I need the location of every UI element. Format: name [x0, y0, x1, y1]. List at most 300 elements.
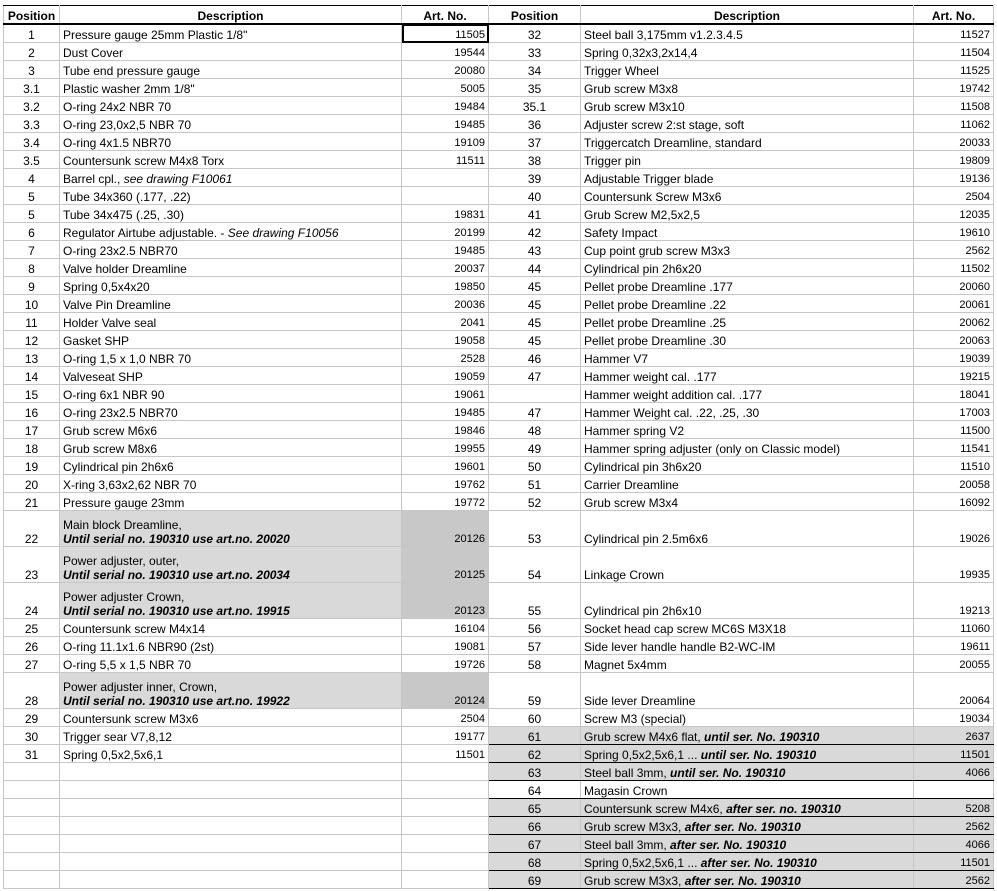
right-art-no-cell[interactable]	[914, 169, 994, 187]
left-art-no-cell[interactable]	[402, 61, 489, 79]
left-position-cell[interactable]	[4, 367, 60, 385]
right-art-no-cell[interactable]	[914, 619, 994, 637]
right-art-no-cell[interactable]	[914, 835, 994, 853]
left-description-cell[interactable]	[60, 133, 402, 151]
description-text: Countersunk screw M3x6	[63, 712, 199, 726]
left-description-cell[interactable]	[60, 655, 402, 673]
left-art-no-cell[interactable]	[402, 313, 489, 331]
right-description-cell[interactable]	[581, 259, 914, 277]
left-art-no-cell[interactable]	[402, 133, 489, 151]
right-art-no-cell[interactable]	[914, 781, 994, 799]
left-position-cell-text: 9	[28, 280, 35, 294]
right-description-cell[interactable]	[581, 241, 914, 259]
right-description-cell[interactable]	[581, 421, 914, 439]
table-row	[4, 241, 994, 259]
right-art-no-cell-text: 19935	[959, 569, 990, 581]
left-position-cell[interactable]	[4, 637, 60, 655]
description-text: Spring 0,5x2,5x6,1 ...	[584, 748, 701, 762]
header-position-right[interactable]: Position	[489, 6, 581, 25]
right-art-no-cell-text: 11501	[960, 857, 990, 869]
right-art-no-cell[interactable]	[914, 331, 994, 349]
left-position-cell[interactable]	[4, 259, 60, 277]
right-description-cell[interactable]	[581, 385, 914, 403]
right-art-no-cell-text: 19742	[959, 83, 990, 95]
left-position-cell[interactable]	[4, 403, 60, 421]
left-art-no-cell[interactable]	[402, 421, 489, 439]
right-art-no-cell[interactable]	[914, 421, 994, 439]
left-position-cell[interactable]	[4, 205, 60, 223]
right-position-cell[interactable]	[489, 709, 581, 727]
left-art-no-cell[interactable]	[402, 295, 489, 313]
left-art-no-cell[interactable]	[402, 331, 489, 349]
description-text: Safety Impact	[584, 226, 658, 240]
right-art-no-cell[interactable]	[914, 853, 994, 871]
left-description-cell[interactable]	[60, 745, 402, 763]
right-art-no-cell[interactable]	[914, 24, 994, 43]
right-art-no-cell[interactable]	[914, 115, 994, 133]
right-position-cell[interactable]	[489, 457, 581, 475]
table-row	[4, 763, 994, 781]
left-description-cell[interactable]	[60, 493, 402, 511]
right-description-cell[interactable]	[581, 727, 914, 745]
right-art-no-cell-text: 20060	[959, 281, 990, 293]
right-art-no-cell[interactable]	[914, 277, 994, 295]
left-art-no-cell[interactable]	[402, 169, 489, 187]
left-position-cell[interactable]	[4, 457, 60, 475]
right-art-no-cell[interactable]	[914, 295, 994, 313]
left-art-no-cell[interactable]	[402, 24, 489, 43]
right-description-cell[interactable]	[581, 709, 914, 727]
right-position-cell[interactable]	[489, 637, 581, 655]
right-art-no-cell[interactable]	[914, 871, 994, 889]
right-art-no-cell[interactable]	[914, 817, 994, 835]
right-description-cell[interactable]	[581, 475, 914, 493]
right-description-cell[interactable]	[581, 349, 914, 367]
left-art-no-cell[interactable]	[402, 673, 489, 709]
right-art-no-cell[interactable]	[914, 133, 994, 151]
right-art-no-cell[interactable]	[914, 637, 994, 655]
right-description-cell[interactable]	[581, 763, 914, 781]
right-position-cell-text: 48	[527, 424, 542, 438]
left-art-no-cell[interactable]	[402, 43, 489, 61]
right-art-no-cell[interactable]	[914, 511, 994, 547]
right-description-cell[interactable]	[581, 457, 914, 475]
description-text: Countersunk screw M4x14	[63, 622, 206, 636]
right-position-cell[interactable]	[489, 835, 581, 853]
right-art-no-cell[interactable]	[914, 403, 994, 421]
right-description-cell[interactable]	[581, 313, 914, 331]
right-art-no-cell[interactable]	[914, 205, 994, 223]
left-position-cell[interactable]	[4, 583, 60, 619]
table-row	[4, 223, 994, 241]
left-art-no-cell[interactable]	[402, 385, 489, 403]
right-description-cell[interactable]	[581, 583, 914, 619]
right-description-cell[interactable]	[581, 61, 914, 79]
right-art-no-cell-text: 20055	[959, 659, 990, 671]
left-position-cell[interactable]	[4, 313, 60, 331]
header-position-left[interactable]: Position	[4, 6, 60, 25]
right-position-cell[interactable]	[489, 43, 581, 61]
right-position-cell[interactable]	[489, 115, 581, 133]
right-art-no-cell-text: 20061	[959, 299, 990, 311]
right-position-cell[interactable]	[489, 313, 581, 331]
left-description-cell[interactable]	[60, 709, 402, 727]
right-description-cell[interactable]	[581, 853, 914, 871]
right-art-no-cell[interactable]	[914, 439, 994, 457]
left-description-cell[interactable]	[60, 547, 402, 583]
left-position-cell[interactable]	[4, 331, 60, 349]
right-art-no-cell-text: 2562	[965, 875, 990, 887]
left-art-no-cell-text: 19955	[454, 443, 485, 455]
left-description-cell[interactable]	[60, 637, 402, 655]
table-row	[4, 115, 994, 133]
right-art-no-cell[interactable]	[914, 583, 994, 619]
right-position-cell[interactable]	[489, 295, 581, 313]
right-position-cell[interactable]	[489, 61, 581, 79]
left-description-cell[interactable]	[60, 259, 402, 277]
table-row	[4, 583, 994, 619]
description-text: Pellet probe Dreamline .22	[584, 298, 727, 312]
right-art-no-cell-text: 20063	[959, 335, 990, 347]
right-position-cell[interactable]	[489, 169, 581, 187]
left-art-no-cell[interactable]	[402, 457, 489, 475]
right-art-no-cell[interactable]	[914, 457, 994, 475]
right-art-no-cell[interactable]	[914, 187, 994, 205]
left-art-no-cell[interactable]	[402, 655, 489, 673]
right-position-cell[interactable]	[489, 187, 581, 205]
left-art-no-cell[interactable]	[402, 583, 489, 619]
left-position-cell[interactable]	[4, 223, 60, 241]
header-description-left[interactable]: Description	[60, 6, 402, 25]
right-position-cell[interactable]	[489, 241, 581, 259]
drawing-reference-text: see drawing F10061	[123, 172, 233, 186]
right-art-no-cell[interactable]	[914, 475, 994, 493]
left-art-no-cell-text: 5005	[460, 83, 485, 95]
right-position-cell-text: 57	[527, 640, 542, 654]
right-position-cell[interactable]	[489, 763, 581, 781]
right-position-cell[interactable]	[489, 493, 581, 511]
left-description-cell[interactable]	[60, 205, 402, 223]
left-position-cell-text: 22	[24, 532, 39, 546]
right-description-cell[interactable]	[581, 637, 914, 655]
left-position-cell[interactable]	[4, 385, 60, 403]
right-position-cell[interactable]	[489, 817, 581, 835]
right-art-no-cell[interactable]	[914, 61, 994, 79]
right-position-cell[interactable]	[489, 367, 581, 385]
right-position-cell[interactable]	[489, 547, 581, 583]
description-text: Cup point grub screw M3x3	[584, 244, 731, 258]
right-art-no-cell-text: 19034	[959, 713, 990, 725]
right-position-cell[interactable]	[489, 583, 581, 619]
right-description-cell[interactable]	[581, 835, 914, 853]
left-art-no-cell[interactable]	[402, 223, 489, 241]
left-position-cell[interactable]	[4, 169, 60, 187]
right-position-cell[interactable]	[489, 853, 581, 871]
left-position-cell[interactable]	[4, 115, 60, 133]
right-art-no-cell[interactable]	[914, 673, 994, 709]
right-position-cell[interactable]	[489, 277, 581, 295]
table-row	[4, 313, 994, 331]
left-position-cell[interactable]	[4, 547, 60, 583]
left-art-no-cell[interactable]	[402, 547, 489, 583]
left-position-cell[interactable]	[4, 709, 60, 727]
left-art-no-cell[interactable]	[402, 205, 489, 223]
left-art-no-cell-text: 19772	[454, 497, 485, 509]
right-position-cell[interactable]	[489, 421, 581, 439]
right-position-cell[interactable]	[489, 331, 581, 349]
right-art-no-cell-text: 2504	[965, 191, 990, 203]
header-art-no-left[interactable]: Art. No.	[402, 6, 489, 25]
left-position-cell-text: 20	[24, 478, 39, 492]
right-art-no-cell[interactable]	[914, 349, 994, 367]
right-description-cell[interactable]	[581, 511, 914, 547]
right-art-no-cell[interactable]	[914, 97, 994, 115]
left-position-cell[interactable]	[4, 43, 60, 61]
left-art-no-cell[interactable]	[402, 727, 489, 745]
right-position-cell[interactable]	[489, 151, 581, 169]
left-description-cell[interactable]	[60, 385, 402, 403]
right-art-no-cell[interactable]	[914, 763, 994, 781]
left-art-no-cell[interactable]	[402, 79, 489, 97]
right-description-cell[interactable]	[581, 223, 914, 241]
right-position-cell[interactable]	[489, 745, 581, 763]
left-description-cell[interactable]	[60, 367, 402, 385]
right-description-cell[interactable]	[581, 439, 914, 457]
left-description-cell[interactable]	[60, 673, 402, 709]
serial-note-text: Until serial no. 190310 use art.no. 20034	[63, 568, 290, 582]
right-description-cell[interactable]	[581, 799, 914, 817]
left-art-no-cell[interactable]	[402, 259, 489, 277]
right-description-cell[interactable]	[581, 169, 914, 187]
description-text: Cylindrical pin 3h6x20	[584, 460, 702, 474]
right-description-cell[interactable]	[581, 619, 914, 637]
right-position-cell[interactable]	[489, 727, 581, 745]
left-description-cell[interactable]	[60, 241, 402, 259]
header-art-no-right[interactable]: Art. No.	[914, 6, 994, 25]
left-art-no-cell[interactable]	[402, 349, 489, 367]
right-description-cell[interactable]	[581, 745, 914, 763]
left-art-no-cell[interactable]	[402, 187, 489, 205]
left-description-cell[interactable]	[60, 349, 402, 367]
right-art-no-cell[interactable]	[914, 259, 994, 277]
right-position-cell[interactable]	[489, 97, 581, 115]
right-art-no-cell[interactable]	[914, 367, 994, 385]
left-position-cell[interactable]	[4, 745, 60, 763]
left-art-no-cell[interactable]	[402, 439, 489, 457]
right-description-cell[interactable]	[581, 97, 914, 115]
left-art-no-cell[interactable]	[402, 511, 489, 547]
left-art-no-cell[interactable]	[402, 619, 489, 637]
left-position-cell-text: 16	[24, 406, 39, 420]
right-art-no-cell-text: 19610	[959, 227, 990, 239]
left-position-cell-text: 1	[28, 28, 35, 42]
left-position-cell[interactable]	[4, 241, 60, 259]
left-description-cell[interactable]	[60, 277, 402, 295]
right-description-cell[interactable]	[581, 493, 914, 511]
left-position-cell[interactable]	[4, 151, 60, 169]
left-position-cell[interactable]	[4, 439, 60, 457]
right-art-no-cell[interactable]	[914, 241, 994, 259]
left-description-cell[interactable]	[60, 583, 402, 619]
right-position-cell[interactable]	[489, 259, 581, 277]
right-description-cell[interactable]	[581, 79, 914, 97]
right-position-cell[interactable]	[489, 655, 581, 673]
right-description-cell[interactable]	[581, 403, 914, 421]
left-description-cell[interactable]	[60, 187, 402, 205]
left-description-cell[interactable]	[60, 61, 402, 79]
header-description-right[interactable]: Description	[581, 6, 914, 25]
right-art-no-cell-text: 19215	[959, 371, 990, 383]
left-position-cell[interactable]	[4, 187, 60, 205]
right-position-cell[interactable]	[489, 619, 581, 637]
left-position-cell[interactable]	[4, 493, 60, 511]
left-position-cell[interactable]	[4, 295, 60, 313]
right-position-cell[interactable]	[489, 511, 581, 547]
right-art-no-cell[interactable]	[914, 43, 994, 61]
right-description-cell[interactable]	[581, 43, 914, 61]
left-description-cell[interactable]	[60, 79, 402, 97]
left-position-cell[interactable]	[4, 727, 60, 745]
left-description-cell[interactable]	[60, 24, 402, 43]
right-position-cell[interactable]	[489, 475, 581, 493]
right-art-no-cell[interactable]	[914, 385, 994, 403]
left-position-cell[interactable]	[4, 61, 60, 79]
right-description-cell[interactable]	[581, 367, 914, 385]
left-art-no-cell[interactable]	[402, 403, 489, 421]
left-description-cell[interactable]	[60, 331, 402, 349]
right-position-cell[interactable]	[489, 205, 581, 223]
right-position-cell[interactable]	[489, 871, 581, 889]
description-text: Pressure gauge 23mm	[63, 496, 185, 510]
right-art-no-cell-text: 19809	[959, 155, 990, 167]
right-description-cell[interactable]	[581, 295, 914, 313]
left-description-cell[interactable]	[60, 511, 402, 547]
serial-range-text: until ser. No. 190310	[700, 748, 817, 762]
right-description-cell[interactable]	[581, 331, 914, 349]
right-position-cell[interactable]	[489, 133, 581, 151]
right-description-cell[interactable]	[581, 871, 914, 889]
left-art-no-cell[interactable]	[402, 277, 489, 295]
left-description-cell[interactable]	[60, 43, 402, 61]
right-description-cell[interactable]	[581, 187, 914, 205]
left-position-cell[interactable]	[4, 24, 60, 43]
left-description-cell[interactable]	[60, 727, 402, 745]
right-description-cell[interactable]	[581, 205, 914, 223]
left-description-cell[interactable]	[60, 439, 402, 457]
left-art-no-cell-text: 19485	[454, 407, 485, 419]
left-art-no-cell[interactable]	[402, 241, 489, 259]
left-position-cell[interactable]	[4, 655, 60, 673]
right-art-no-cell[interactable]	[914, 547, 994, 583]
right-art-no-cell[interactable]	[914, 151, 994, 169]
right-description-cell[interactable]	[581, 151, 914, 169]
left-art-no-cell[interactable]	[402, 151, 489, 169]
left-position-cell-text: 27	[24, 658, 39, 672]
right-description-cell[interactable]	[581, 547, 914, 583]
left-art-no-cell[interactable]	[402, 115, 489, 133]
left-art-no-cell-text: 19762	[454, 479, 485, 491]
right-position-cell[interactable]	[489, 349, 581, 367]
right-position-cell[interactable]	[489, 673, 581, 709]
right-art-no-cell[interactable]	[914, 493, 994, 511]
right-description-cell[interactable]	[581, 817, 914, 835]
right-art-no-cell[interactable]	[914, 79, 994, 97]
left-description-cell[interactable]	[60, 115, 402, 133]
right-art-no-cell[interactable]	[914, 313, 994, 331]
left-description-cell[interactable]	[60, 619, 402, 637]
left-position-cell[interactable]	[4, 133, 60, 151]
right-position-cell[interactable]	[489, 403, 581, 421]
right-description-cell[interactable]	[581, 673, 914, 709]
right-art-no-cell-text: 20033	[959, 137, 990, 149]
left-description-cell[interactable]	[60, 151, 402, 169]
right-description-cell[interactable]	[581, 781, 914, 799]
left-position-cell[interactable]	[4, 673, 60, 709]
right-art-no-cell[interactable]	[914, 709, 994, 727]
left-description-cell[interactable]	[60, 169, 402, 187]
right-position-cell[interactable]	[489, 385, 581, 403]
serial-note-text: Until serial no. 190310 use art.no. 19915	[63, 604, 290, 618]
left-art-no-cell[interactable]	[402, 475, 489, 493]
right-position-cell[interactable]	[489, 79, 581, 97]
right-position-cell[interactable]	[489, 24, 581, 43]
right-description-cell[interactable]	[581, 277, 914, 295]
right-art-no-cell[interactable]	[914, 655, 994, 673]
left-art-no-cell[interactable]	[402, 97, 489, 115]
left-position-cell[interactable]	[4, 277, 60, 295]
right-position-cell[interactable]	[489, 781, 581, 799]
left-art-no-cell[interactable]	[402, 745, 489, 763]
left-description-cell[interactable]	[60, 223, 402, 241]
right-art-no-cell[interactable]	[914, 799, 994, 817]
left-art-no-cell[interactable]	[402, 367, 489, 385]
serial-note-text: Until serial no. 190310 use art.no. 20020	[63, 532, 290, 546]
left-description-cell[interactable]	[60, 475, 402, 493]
left-description-cell[interactable]	[60, 421, 402, 439]
left-description-cell[interactable]	[60, 97, 402, 115]
right-art-no-cell[interactable]	[914, 223, 994, 241]
table-row	[4, 169, 994, 187]
right-art-no-cell[interactable]	[914, 745, 994, 763]
left-position-cell[interactable]	[4, 421, 60, 439]
right-position-cell[interactable]	[489, 439, 581, 457]
left-description-cell[interactable]	[60, 313, 402, 331]
left-description-cell[interactable]	[60, 295, 402, 313]
left-position-cell[interactable]	[4, 475, 60, 493]
table-row	[4, 781, 994, 799]
left-description-cell[interactable]	[60, 403, 402, 421]
table-row	[4, 187, 994, 205]
right-description-cell[interactable]	[581, 655, 914, 673]
right-position-cell[interactable]	[489, 799, 581, 817]
left-art-no-cell[interactable]	[402, 493, 489, 511]
left-position-cell[interactable]	[4, 349, 60, 367]
right-position-cell[interactable]	[489, 223, 581, 241]
left-art-no-cell[interactable]	[402, 709, 489, 727]
right-description-cell[interactable]	[581, 24, 914, 43]
left-position-cell[interactable]	[4, 511, 60, 547]
description-text: O-ring 23x2.5 NBR70	[63, 406, 178, 420]
left-art-no-cell-text: 19081	[454, 641, 485, 653]
left-position-cell[interactable]	[4, 97, 60, 115]
right-description-cell[interactable]	[581, 115, 914, 133]
left-description-cell[interactable]	[60, 457, 402, 475]
left-position-cell[interactable]	[4, 79, 60, 97]
left-art-no-cell[interactable]	[402, 637, 489, 655]
right-description-cell[interactable]	[581, 133, 914, 151]
left-position-cell[interactable]	[4, 619, 60, 637]
right-art-no-cell[interactable]	[914, 727, 994, 745]
